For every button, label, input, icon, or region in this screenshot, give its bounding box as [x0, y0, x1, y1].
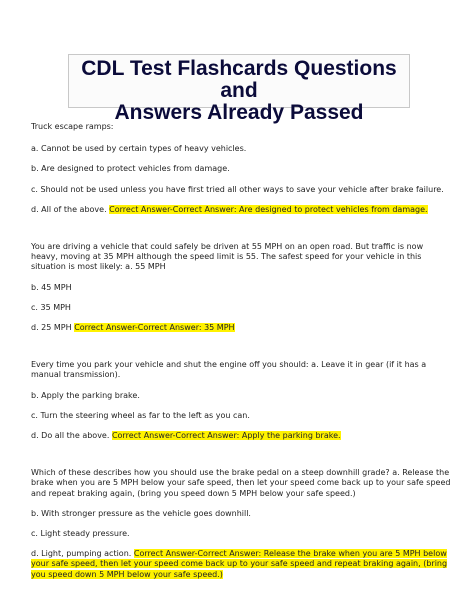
q3-option-d-text: d. Do all the above. — [31, 431, 110, 441]
q3-question-line-1: Every time you park your vehicle and shut the engine off you should: a. Leave it in gear (if it has a — [31, 360, 427, 370]
q2-option-b: b. 45 MPH — [31, 282, 72, 292]
q1-option-c: c. Should not be used unless you have first tried all other ways to save your vehicle after brake failure. — [31, 184, 444, 194]
document-body — [31, 122, 451, 580]
q1-option-b: b. Are designed to protect vehicles from damage. — [31, 164, 230, 174]
q3-correct-answer: Correct Answer-Correct Answer: Apply the parking brake. — [111, 431, 341, 441]
q2-question-line-3: situation is most likely: a. 55 MPH — [31, 262, 166, 272]
q1-correct-answer: Correct Answer-Correct Answer: Are designed to protect vehicles from damage. — [109, 204, 428, 214]
q2-question-line-2: heavy, moving at 35 MPH although the speed limit is 55. The safest speed for your vehicle in this — [31, 252, 422, 262]
q2-option-d — [31, 323, 451, 333]
q3-option-d — [31, 431, 451, 441]
title-box — [68, 54, 410, 124]
q1-option-d-text: d. All of the above. — [31, 204, 107, 214]
q1-option-a: a. Cannot be used by certain types of heavy vehicles. — [31, 144, 247, 154]
q1-option-d — [31, 205, 451, 215]
title-line-1: CDL Test Flashcards Questions and — [81, 57, 397, 102]
q2-correct-answer: Correct Answer-Correct Answer: 35 MPH — [74, 323, 235, 333]
q3-question-line-2: manual transmission). — [31, 370, 121, 380]
q2-question-line-1: You are driving a vehicle that could safely be driven at 55 MPH on an open road. But traffic is now — [31, 242, 424, 252]
q4-option-d-text: d. Light, pumping action. — [31, 549, 132, 559]
q4-correct-answer-line-2: your safe speed, then let your speed come back up to your safe speed and repeat braking again, (bring — [31, 559, 448, 569]
q3-option-c: c. Turn the steering wheel as far to the left as you can. — [31, 410, 250, 420]
q1-question: Truck escape ramps: — [31, 122, 114, 131]
document-title — [69, 58, 409, 124]
q4-option-d — [31, 549, 451, 559]
q4-answer-line-3-wrap — [31, 570, 451, 580]
q2-option-d-text: d. 25 MPH — [31, 323, 72, 333]
q4-question-line-3: and repeat braking again, (bring you speed down 5 MPH below your safe speed.) — [31, 488, 356, 498]
q2-option-c: c. 35 MPH — [31, 302, 71, 312]
q4-option-c: c. Light steady pressure. — [31, 529, 130, 539]
q4-correct-answer-line-1: Correct Answer-Correct Answer: Release the brake when you are 5 MPH below — [133, 549, 447, 559]
q4-question-line-1: Which of these describes how you should use the brake pedal on a steep downhill grade? a. Release the — [31, 468, 450, 478]
q4-correct-answer-line-3: you speed down 5 MPH below your safe speed.) — [31, 569, 223, 579]
title-line-2: Answers Already Passed — [114, 101, 364, 124]
q4-answer-line-2-wrap — [31, 559, 451, 569]
q4-option-b: b. With stronger pressure as the vehicle goes downhill. — [31, 508, 251, 518]
q3-option-b: b. Apply the parking brake. — [31, 390, 140, 400]
q4-question-line-2: brake when you are 5 MPH below your safe speed, then let your speed come back up to your safe speed — [31, 478, 451, 488]
